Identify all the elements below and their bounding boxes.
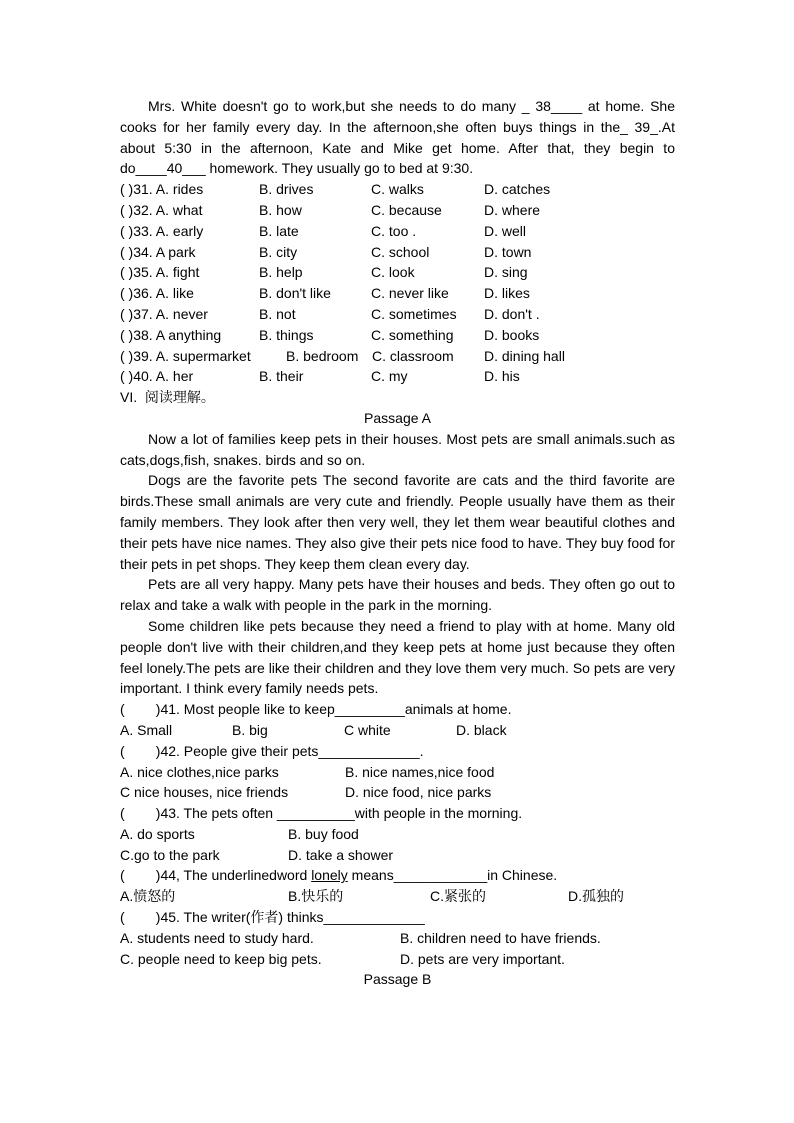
option: A. nice clothes,nice parks	[120, 763, 279, 780]
question-44	[120, 865, 675, 886]
option: D. likes	[484, 285, 530, 302]
option: D. dining hall	[484, 347, 565, 364]
option: C. never like	[371, 285, 449, 302]
cloze-item-label: ( )38. A anything	[120, 326, 222, 343]
option: B. big	[232, 721, 268, 738]
option: D. his	[484, 368, 520, 385]
option: B. things	[259, 326, 314, 343]
cloze-item-label: ( )32. A. what	[120, 201, 203, 218]
underlined-word: lonely	[311, 867, 348, 884]
cloze-item	[120, 179, 675, 200]
option: C. too .	[371, 222, 417, 239]
option: D. catches	[484, 181, 551, 198]
worksheet-page	[120, 96, 675, 990]
option: D. where	[484, 201, 541, 218]
option: B. nice names,nice food	[345, 763, 495, 780]
question-42: ( )42. People give their pets_____________.	[120, 742, 424, 759]
option: C. classroom	[372, 347, 454, 364]
option: A. do sports	[120, 825, 195, 842]
passage-a-paragraph-4	[120, 616, 675, 699]
option: C.紧张的	[430, 888, 486, 905]
option: A. Small	[120, 721, 173, 738]
p4-text-a: Some children like pets because they need a friend to play with at home. Many old people don't live with their children,and they keep pets at home just because they often feel	[120, 617, 675, 676]
cloze-item-label: ( )39. A. supermarket	[120, 347, 251, 364]
cloze-item-label: ( )34. A park	[120, 243, 196, 260]
option: D. take a shower	[288, 846, 394, 863]
option: D. don't .	[484, 305, 540, 322]
question-43: ( )43. The pets often __________with people in the morning.	[120, 805, 523, 822]
cloze-item	[120, 304, 675, 325]
question-42-options	[120, 762, 675, 804]
option: D. well	[484, 222, 527, 239]
option: D. pets are very important.	[400, 950, 565, 967]
cloze-item-label: ( )35. A. fight	[120, 264, 200, 281]
option: B.快乐的	[288, 888, 344, 905]
cloze-item	[120, 346, 675, 367]
cloze-item	[120, 200, 675, 221]
underlined-word: lonely	[146, 659, 183, 676]
cloze-item	[120, 366, 675, 387]
question-43-options	[120, 824, 675, 866]
cloze-item-label: ( )36. A. like	[120, 285, 194, 302]
option: D. nice food, nice parks	[345, 784, 492, 801]
option: A.愤怒的	[120, 888, 176, 905]
option: B. bedroom	[286, 347, 359, 364]
q44-text-b: means____________in Chinese.	[347, 867, 558, 884]
cloze-item-label: ( )33. A. early	[120, 222, 204, 239]
option: C. school	[371, 243, 430, 260]
option: A. students need to study hard.	[120, 929, 314, 946]
passage-a-title: Passage A	[364, 409, 431, 426]
option: B. city	[259, 243, 298, 260]
option: B. not	[259, 305, 296, 322]
option: D. sing	[484, 264, 528, 281]
option: B. don't like	[259, 285, 331, 302]
cloze-item-label: ( )40. A. her	[120, 368, 194, 385]
option: C nice houses, nice friends	[120, 784, 289, 801]
option: B. how	[259, 201, 302, 218]
option: D. books	[484, 326, 540, 343]
option: B. children need to have friends.	[400, 929, 601, 946]
question-44-options	[120, 886, 675, 907]
option: B. their	[259, 368, 304, 385]
question-45-options	[120, 928, 675, 970]
cloze-options	[120, 179, 675, 387]
option: D. town	[484, 243, 532, 260]
cloze-paragraph: Mrs. White doesn't go to work,but she needs to do many _ 38____ at home. She cooks for her family every day. In the afternoon,she often buys things in the_ 39_.At about 5:30 in the afternoon, Kate and Mike get home. After that, they begin to do____40___ homework. They usually go to bed at 9:30.	[120, 98, 675, 177]
cloze-item	[120, 242, 675, 263]
option: C. something	[371, 326, 454, 343]
option: C white	[344, 721, 391, 738]
question-45: ( )45. The writer(作者) thinks_____________	[120, 909, 425, 926]
passage-b-title: Passage B	[363, 971, 432, 988]
cloze-item-label: ( )37. A. never	[120, 305, 208, 322]
option: D. black	[456, 721, 507, 738]
option: B. late	[259, 222, 299, 239]
option: C.go to the park	[120, 846, 220, 863]
section-heading: VI. 阅读理解。	[120, 389, 215, 406]
option: B. help	[259, 264, 303, 281]
cloze-item	[120, 262, 675, 283]
option: C. my	[371, 368, 408, 385]
option: B. drives	[259, 181, 314, 198]
question-41: ( )41. Most people like to keep_________animals at home.	[120, 701, 512, 718]
option: B. buy food	[288, 825, 359, 842]
passage-a-paragraph-1: Now a lot of families keep pets in their houses. Most pets are small animals.such as cats,dogs,fish, snakes. birds and so on.	[120, 430, 675, 468]
option: C. look	[371, 264, 415, 281]
passage-a-paragraph-2: Dogs are the favorite pets The second favorite are cats and the third favorite are birds.These small animals are very cute and friendly. People usually have them as their family members. They look after then very well, they let them wear beautiful clothes and their pets have nice names. They also give their pets nice food to have. They buy food for their pets in pet shops. They keep them clean every day.	[120, 472, 675, 572]
option: C. walks	[371, 181, 424, 198]
cloze-item	[120, 283, 675, 304]
cloze-item	[120, 221, 675, 242]
option: D.孤独的	[568, 888, 624, 905]
option: C. sometimes	[371, 305, 457, 322]
option: C. people need to keep big pets.	[120, 950, 322, 967]
q44-text-a: ( )44, The underlinedword	[120, 867, 312, 884]
p4-text-b: .The pets are like their children and they love them very much. So pets are very important. I think every family needs pets.	[120, 659, 675, 697]
cloze-item-label: ( )31. A. rides	[120, 181, 204, 198]
cloze-item	[120, 325, 675, 346]
passage-a-paragraph-3: Pets are all very happy. Many pets have their houses and beds. They often go out to relax and take a walk with people in the park in the morning.	[120, 576, 675, 614]
option: C. because	[371, 201, 442, 218]
question-41-options	[120, 720, 675, 741]
